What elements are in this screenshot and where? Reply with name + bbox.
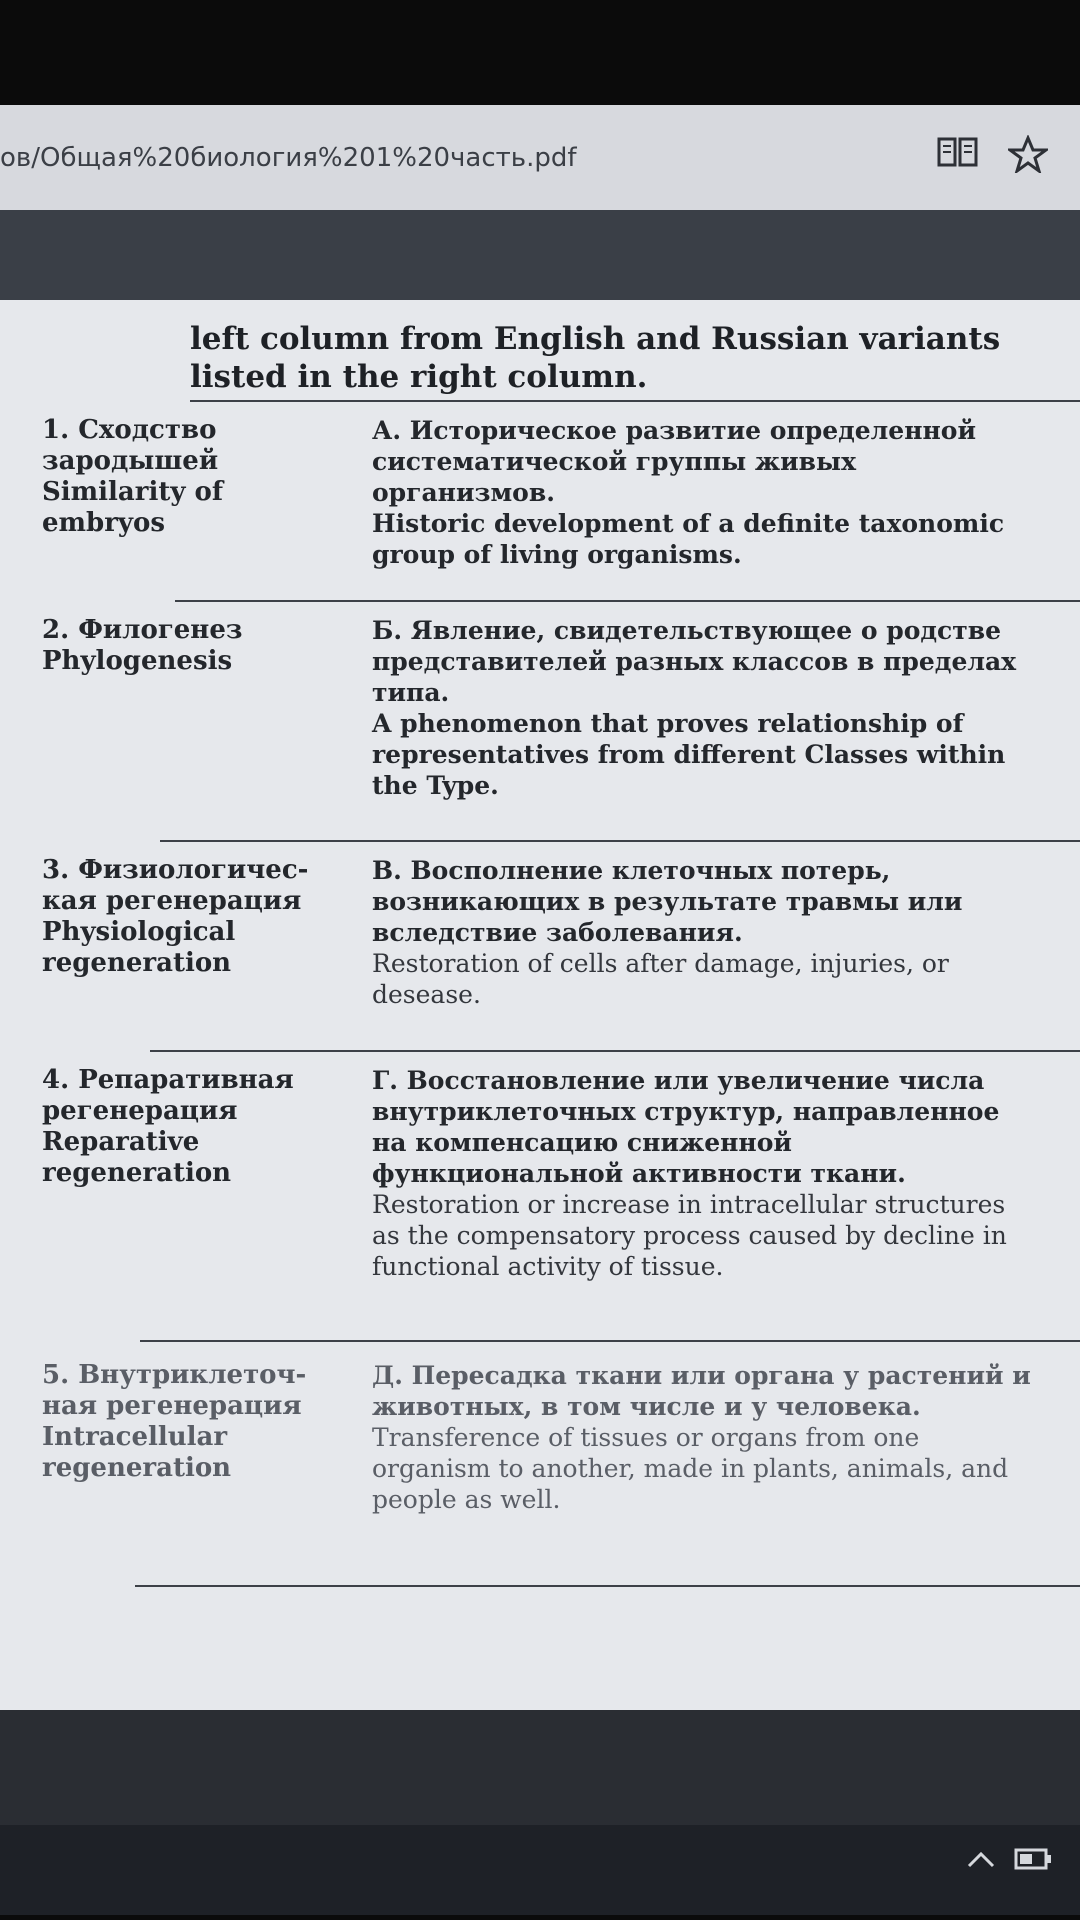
- right-ru: Г. Восстановление или увеличение числа внутриклеточных структур, направленное на компенсацию сниженной функциональной активности ткани.: [372, 1066, 1000, 1188]
- instruction-line-2: listed in the right column.: [190, 359, 648, 395]
- taskbar: [0, 1825, 1080, 1915]
- right-ru: Д. Пересадка ткани или органа у растений и животных, в том числе и у человека.: [372, 1361, 1031, 1421]
- pdf-page[interactable]: [0, 300, 1080, 1710]
- right-ru: Б. Явление, свидетельствующее о родстве представителей разных классов в пределах типа.: [372, 616, 1017, 707]
- right-en: Transference of tissues or organs from one organism to another, made in plants, animals, and people as well.: [372, 1423, 1009, 1514]
- star-icon[interactable]: [1008, 135, 1048, 173]
- left-ru: 2. Филогенез: [42, 615, 243, 645]
- left-en: Reparative regeneration: [42, 1127, 232, 1188]
- chevron-up-icon[interactable]: [966, 1848, 996, 1874]
- right-cell: [372, 1360, 1032, 1515]
- row-rule: [160, 840, 1080, 842]
- right-en: A phenomenon that proves relationship of representatives from different Classes within the Type.: [372, 709, 1006, 800]
- url-text[interactable]: ов/Общая%20биология%201%20часть.pdf: [0, 142, 577, 173]
- left-en: Intracellular regeneration: [42, 1422, 232, 1483]
- left-cell: [42, 855, 332, 979]
- left-en: Phylogenesis: [42, 646, 233, 676]
- right-ru: В. Восполнение клеточных потерь, возникающих в результате травмы или вследствие заболевания.: [372, 856, 963, 947]
- left-ru: 1. Сходство зародышей: [42, 415, 219, 476]
- right-cell: [372, 415, 1032, 570]
- right-cell: [372, 1065, 1032, 1282]
- left-ru: 4. Репаративная регенерация: [42, 1065, 294, 1126]
- toolbar-gap: [0, 210, 1080, 300]
- row-rule: [135, 1585, 1080, 1587]
- row-rule: [175, 600, 1080, 602]
- left-cell: [42, 1360, 332, 1484]
- row-rule: [150, 1050, 1080, 1052]
- browser-window: [0, 105, 1080, 1845]
- battery-icon[interactable]: [1014, 1847, 1052, 1875]
- header-rule: [190, 400, 1080, 402]
- instruction-text: [190, 320, 1050, 396]
- row-rule: [140, 1340, 1080, 1342]
- reading-view-icon[interactable]: [936, 135, 980, 173]
- left-en: Similarity of embryos: [42, 477, 224, 538]
- system-tray: [966, 1847, 1052, 1875]
- right-en: Restoration of cells after damage, injuries, or desease.: [372, 949, 949, 1009]
- right-cell: [372, 615, 1032, 801]
- left-ru: 5. Внутриклеточ-ная регенерация: [42, 1360, 307, 1421]
- left-ru: 3. Физиологичес-кая регенерация: [42, 855, 309, 916]
- right-cell: [372, 855, 1032, 1010]
- left-cell: [42, 415, 332, 539]
- right-ru: А. Историческое развитие определенной систематической группы живых организмов.: [372, 416, 977, 507]
- left-cell: [42, 615, 332, 677]
- left-en: Physiological regeneration: [42, 917, 236, 978]
- right-en: Historic development of a definite taxonomic group of living organisms.: [372, 509, 1005, 569]
- address-bar[interactable]: [0, 105, 1080, 210]
- right-en: Restoration or increase in intracellular structures as the compensatory process caused by decline in functional activity of tissue.: [372, 1190, 1007, 1281]
- left-cell: [42, 1065, 332, 1189]
- instruction-line-1: left column from English and Russian variants: [190, 321, 1001, 357]
